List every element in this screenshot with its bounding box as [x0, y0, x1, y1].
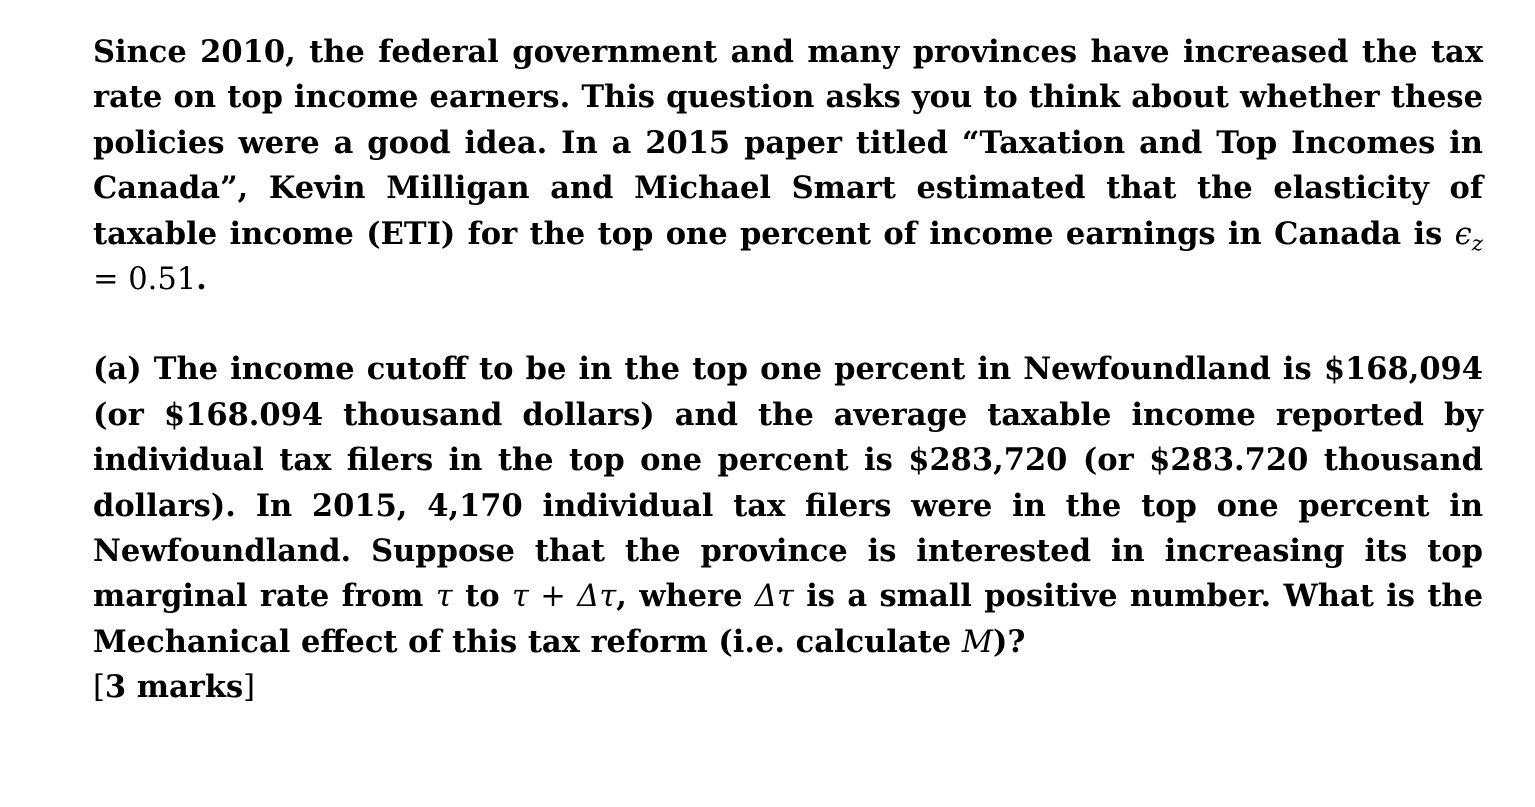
marks-label: 3 marks [104, 669, 244, 706]
question-a-text-4: is a small positive number. What is the Mechanical effect of this tax reform (i.e. calculate [93, 578, 1484, 660]
intro-paragraph [93, 30, 1483, 302]
question-a-text-2: to [452, 578, 512, 615]
question-a-text-3: , where [616, 578, 755, 615]
intro-text: Since 2010, the federal government and many provinces have increased the tax rate on top income earners. This question asks you to think about whether these policies were a good idea. In a 2015 paper titled “Taxation and Top Incomes in Canada”, Kevin Milligan and Michael Smart estimated that the elasticity of taxable income (ETI) for the top one percent of income earnings in Canada is [93, 34, 1483, 252]
elasticity-symbol: $\epsilon_z = 0.51$ [93, 216, 1483, 298]
tau-symbol: τ [435, 579, 453, 615]
marks-close-bracket: ] [243, 670, 256, 706]
question-a-text-5: )? [993, 623, 1026, 660]
tau-plus-delta-expression: τ + Δτ [511, 579, 617, 615]
intro-end: . [196, 261, 207, 298]
question-a-text-1: The income cutoff to be in the top one percent in Newfoundland is $168,094 (or $168.094 thousand dollars) and the average taxable income reported by individual tax filers in the top one percent is $283,720 (or $283.720 thousand dollars). In 2015, 4,170 individual tax filers were in the top one percent in Newfoundland. Suppose that the province is interested in increasing its top marginal rate from [93, 351, 1484, 615]
question-a-paragraph [93, 347, 1483, 710]
mechanical-effect-symbol: M [961, 624, 994, 660]
question-document [93, 30, 1483, 711]
delta-tau-symbol: Δτ [754, 579, 794, 615]
marks-open-bracket: [ [93, 670, 105, 706]
question-a-label: (a) [93, 351, 142, 388]
